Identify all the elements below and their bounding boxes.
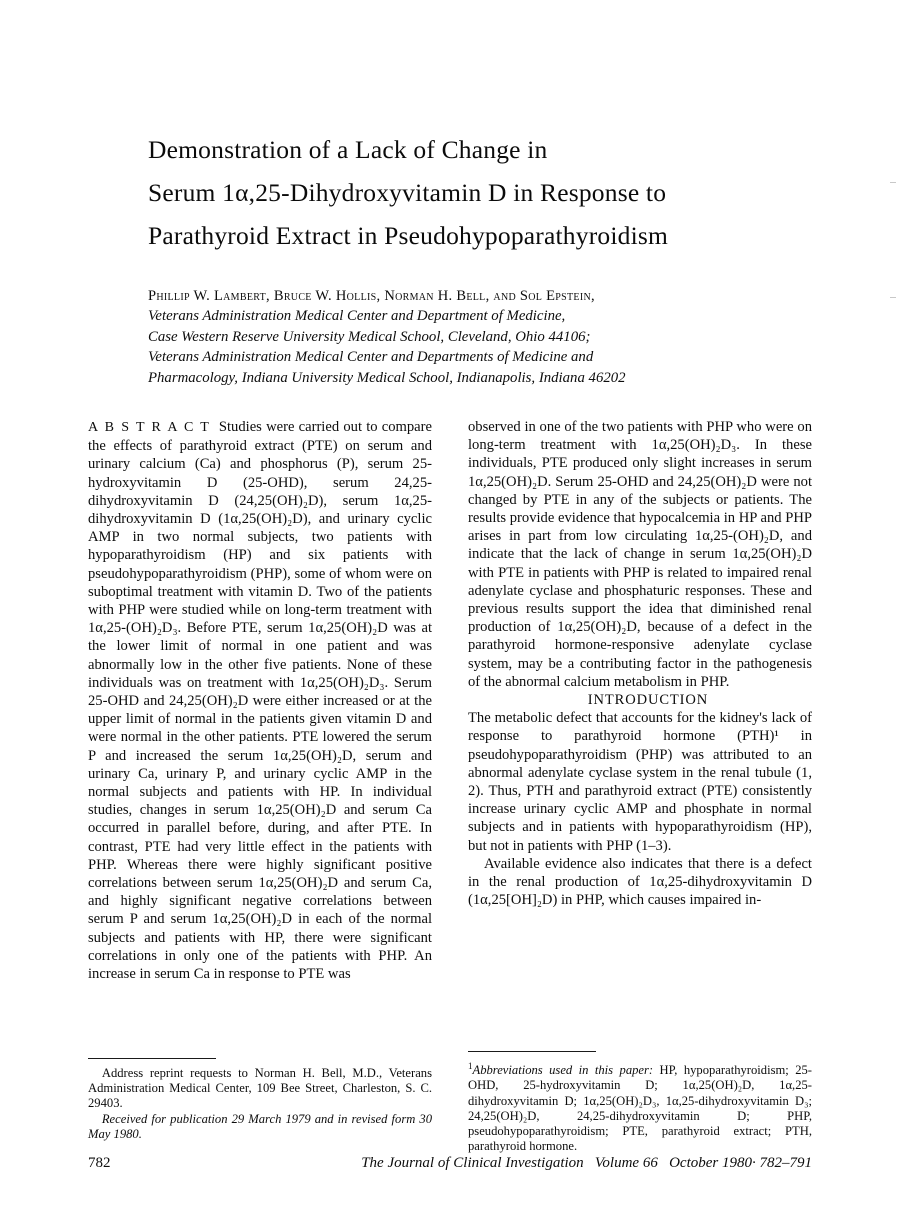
affiliation-line-4: Pharmacology, Indiana University Medical School, Indianapolis, Indiana 46202 [148, 369, 626, 386]
title-line-2: Serum 1α,25-Dihydroxyvitamin D in Response to [148, 178, 667, 207]
edge-crop-mark [890, 182, 896, 183]
intro-paragraph-1: The metabolic defect that accounts for the kidney's lack of response to parathyroid hormone (PTH)¹ in pseudohypoparathyroidism (PHP) was attributed to an abnormal adenylate cyclase system in the renal tubule (1, 2). Thus, PTH and parathyroid extract (PTE) consistently increase urinary cyclic AMP and phosphate in normal subjects and in patients with hypoparathyroidism (HP), but not in patients with PHP (1–3). [468, 710, 812, 854]
intro-paragraph-2: Available evidence also indicates that there is a defect in the renal production of 1α,25-dihydroxyvitamin D (1α,25[OH]₂D) in PHP, which causes impaired in- [468, 855, 812, 909]
affiliation-line-3: Veterans Administration Medical Center and Departments of Medicine and [148, 349, 594, 366]
journal-pages: · 782–791 [752, 1155, 812, 1171]
author-names: Phillip W. Lambert, Bruce W. Hollis, Norman H. Bell, and Sol Epstein, [148, 288, 595, 304]
affiliation-line-2: Case Western Reserve University Medical School, Cleveland, Ohio 44106; [148, 328, 591, 345]
journal-issue: October 1980 [669, 1155, 752, 1171]
column-right [468, 418, 812, 909]
abstract-label: A B S T R A C T [88, 420, 211, 435]
journal-name: The Journal of Clinical Investigation [361, 1155, 584, 1171]
page-title [148, 128, 768, 257]
footnote-rule-left [88, 1058, 216, 1059]
received-date-note: Received for publication 29 March 1979 and in revised form 30 May 1980. [88, 1111, 432, 1141]
column-left [88, 418, 432, 983]
reprint-address-note: Address reprint requests to Norman H. Bell, M.D., Veterans Administration Medical Center, 109 Bee Street, Charleston, S. C. 29403. [88, 1066, 432, 1111]
abstract-text: Studies were carried out to compare the effects of parathyroid extract (PTE) on serum and urinary calcium (Ca) and phosphorus (P), serum 25-hydroxyvitamin D (25-OHD), serum 24,25-dihydroxyvitamin D (24,25(OH)₂D), serum 1α,25-dihydroxyvitamin D (1α,25(OH)₂D), and urinary cyclic AMP in two normal subjects, two patients with hypoparathyroidism (HP) and six patients with pseudohypoparathyroidism (PHP), some of whom were on suboptimal treatment with vitamin D. Two of the patients with PHP were studied while on long-term treatment with 1α,25-(OH)₂D₃. Before PTE, serum 1α,25(OH)₂D was at the lower limit of normal in one patient and was abnormally low in the other five patients. None of these individuals was on treatment with 1α,25(OH)₂D₃. Serum 25-OHD and 24,25(OH)₂D were either increased or at the upper limit of normal in the patients given vitamin D and were normal in the other patients. PTE lowered the serum P and increased the serum 1α,25(OH)₂D, serum and urinary Ca, urinary P, and urinary cyclic AMP in the normal subjects and patients with HP. In individual studies, changes in serum 1α,25(OH)₂D and serum Ca occurred in parallel before, during, and after PTE. In contrast, PTE had very little effect in the patients with PHP. Whereas there were highly significant positive correlations between serum 1α,25(OH)₂D and serum Ca, and highly significant negative correlations between serum P and serum 1α,25(OH)₂D in each of the normal subjects and patients with HP, there were significant correlations in only one of the patients with PHP. An increase in serum Ca in response to PTE was [88, 419, 432, 983]
footnote-marker: 1 [468, 1061, 473, 1071]
journal-volume: Volume 66 [594, 1155, 658, 1171]
affiliation-line-1: Veterans Administration Medical Center and Department of Medicine, [148, 308, 566, 324]
title-line-1: Demonstration of a Lack of Change in [148, 135, 548, 164]
footnote-right [468, 1059, 812, 1154]
edge-crop-mark [890, 297, 896, 298]
abbreviations-note [468, 1059, 812, 1154]
section-heading-introduction: INTRODUCTION [587, 692, 709, 709]
abstract-continuation: observed in one of the two patients with PHP who were on long-term treatment with 1α,25(OH)₂D₃. In these individuals, PTE produced only slight increases in serum 1α,25(OH)₂D. Serum 25-OHD and 24,25(OH)₂D were not changed by PTE in any of the subjects or patients. The results provide evidence that hypocalcemia in HP and PHP arises in part from low circulating 1α,25-(OH)₂D, and indicate that the lack of change in serum 1α,25(OH)₂D with PTE in patients with PHP is related to impaired renal adenylate cyclase and phosphaturic responses. These and previous results support the idea that diminished renal production of 1α,25(OH)₂D, because of a defect in the parathyroid hormone-responsive adenylate cyclase system, may be a contributing factor in the pathogenesis of the abnormal calcium metabolism in PHP. [468, 419, 812, 690]
author-block [148, 287, 788, 388]
abbreviations-text: HP, hypoparathyroidism; 25-OHD, 25-hydroxyvitamin D; 1α,25(OH)₂D, 1α,25-dihydroxyvitamin D; 1α,25(OH)₂D₃, 1α,25-dihydroxyvitamin D₃; 24,25(OH)₂D, 24,25-dihydroxyvitamin D; PHP, pseudohypoparathyroidism; PTE, parathyroid extract; PTH, parathyroid hormone. [468, 1063, 813, 1154]
footnote-rule-right [468, 1051, 596, 1052]
abbreviations-lead: Abbreviations used in this paper: [472, 1063, 654, 1078]
footnote-left [88, 1066, 432, 1142]
title-line-3: Parathyroid Extract in Pseudohypoparathyroidism [148, 221, 669, 250]
folio-page-number: 782 [88, 1155, 111, 1171]
journal-citation [361, 1155, 812, 1172]
abstract-paragraph [88, 418, 432, 983]
